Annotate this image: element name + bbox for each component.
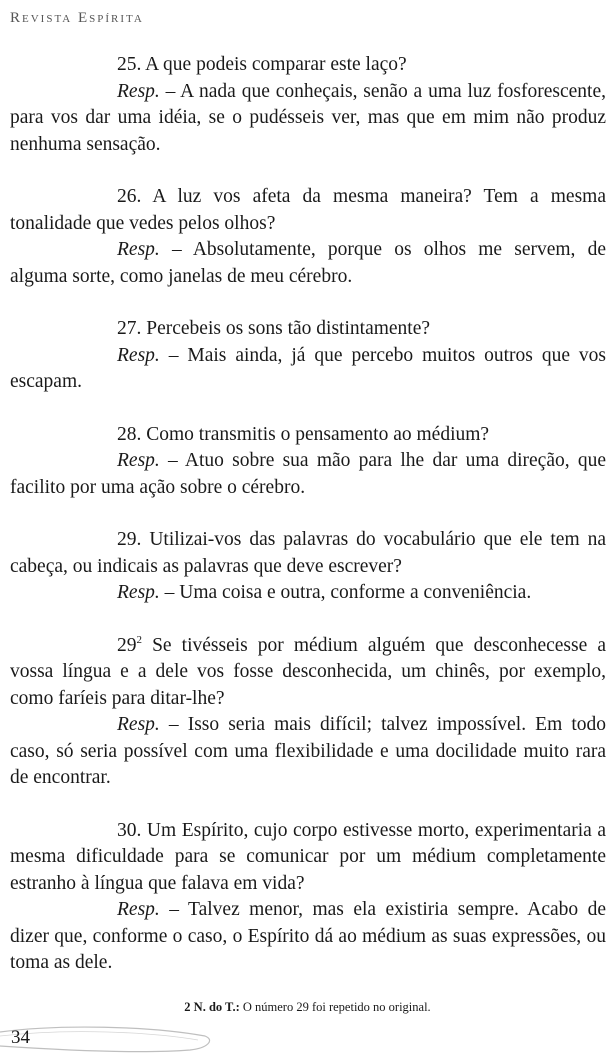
question-28: 28. Como transmitis o pensamento ao médium? <box>117 423 490 445</box>
answer-text: – Mais ainda, já que percebo muitos outros que vos escapam. <box>10 344 606 392</box>
question-26: 26. A luz vos afeta da mesma maneira? Tem a mesma tonalidade que vedes pelos olhos? <box>10 186 606 234</box>
resp-label: Resp. <box>117 714 160 735</box>
qa-item-25 <box>10 52 606 158</box>
resp-label: Resp. <box>117 582 160 603</box>
footnote-marker[interactable]: 2 <box>136 633 142 646</box>
answer-29-repeated <box>10 712 606 792</box>
answer-text: – Isso seria mais difícil; talvez impossível. Em todo caso, só seria possível com uma flexibilidade e uma docilidade muito rara de encontrar. <box>10 714 606 788</box>
question-30: 30. Um Espírito, cujo corpo estivesse morto, experimentaria a mesma dificuldade para se comunicar por um médium completamente estranho à língua que falava em vida? <box>10 819 606 894</box>
answer-28 <box>10 448 606 501</box>
footnote-number: 2 <box>184 1000 191 1014</box>
qa-item-26 <box>10 184 606 290</box>
question-text: Se tivésseis por médium alguém que desconhecesse a vossa língua e a dele vos fosse desconhecida, um chinês, por exemplo, como faríeis para ditar-lhe? <box>10 634 606 709</box>
footnote <box>0 1000 615 1015</box>
question-number: 29 <box>117 634 137 656</box>
answer-30 <box>10 897 606 977</box>
qa-item-27 <box>10 316 606 396</box>
footnote-text: O número 29 foi repetido no original. <box>242 1000 431 1014</box>
resp-label: Resp. <box>117 80 160 102</box>
answer-text: – A nada que conheçais, senão a uma luz fosforescente, para vos dar uma idéia, se o pudésseis ver, mas que em mim não produz nenhuma sensação. <box>10 80 606 155</box>
decorative-swoosh <box>0 1020 240 1056</box>
answer-29 <box>10 580 606 607</box>
question-29: 29. Utilizai-vos das palavras do vocabulário que ele tem na cabeça, ou indicais as palavras que deve escrever? <box>10 529 606 577</box>
qa-item-30 <box>10 818 606 977</box>
qa-item-29 <box>10 527 606 607</box>
answer-text: – Talvez menor, mas ela existiria sempre. Acabo de dizer que, conforme o caso, o Espírito dá ao médium as suas expressões, ou toma as dele. <box>10 899 606 973</box>
resp-label: Resp. <box>117 450 160 471</box>
qa-item-29-repeated <box>10 633 606 792</box>
resp-label: Resp. <box>117 239 160 260</box>
answer-text: – Uma coisa e outra, conforme a conveniência. <box>159 582 532 603</box>
question-27: 27. Percebeis os sons tão distintamente? <box>117 318 431 339</box>
question-25: 25. A que podeis comparar este laço? <box>117 54 407 75</box>
answer-26 <box>10 237 606 290</box>
footnote-label: N. do T.: <box>193 1000 240 1014</box>
answer-text: – Atuo sobre sua mão para lhe dar uma direção, que facilito por uma ação sobre o cérebro. <box>10 450 606 498</box>
resp-label: Resp. <box>117 899 160 920</box>
question-29-repeated <box>10 633 606 713</box>
running-head: Revista Espírita <box>10 10 144 26</box>
page-number: 34 <box>11 1027 30 1048</box>
resp-label: Resp. <box>117 344 160 366</box>
answer-text: – Absolutamente, porque os olhos me servem, de alguma sorte, como janelas de meu cérebro. <box>10 239 606 287</box>
answer-27 <box>10 343 606 396</box>
answer-25 <box>10 79 606 159</box>
article-body <box>10 52 606 1003</box>
qa-item-28 <box>10 422 606 502</box>
